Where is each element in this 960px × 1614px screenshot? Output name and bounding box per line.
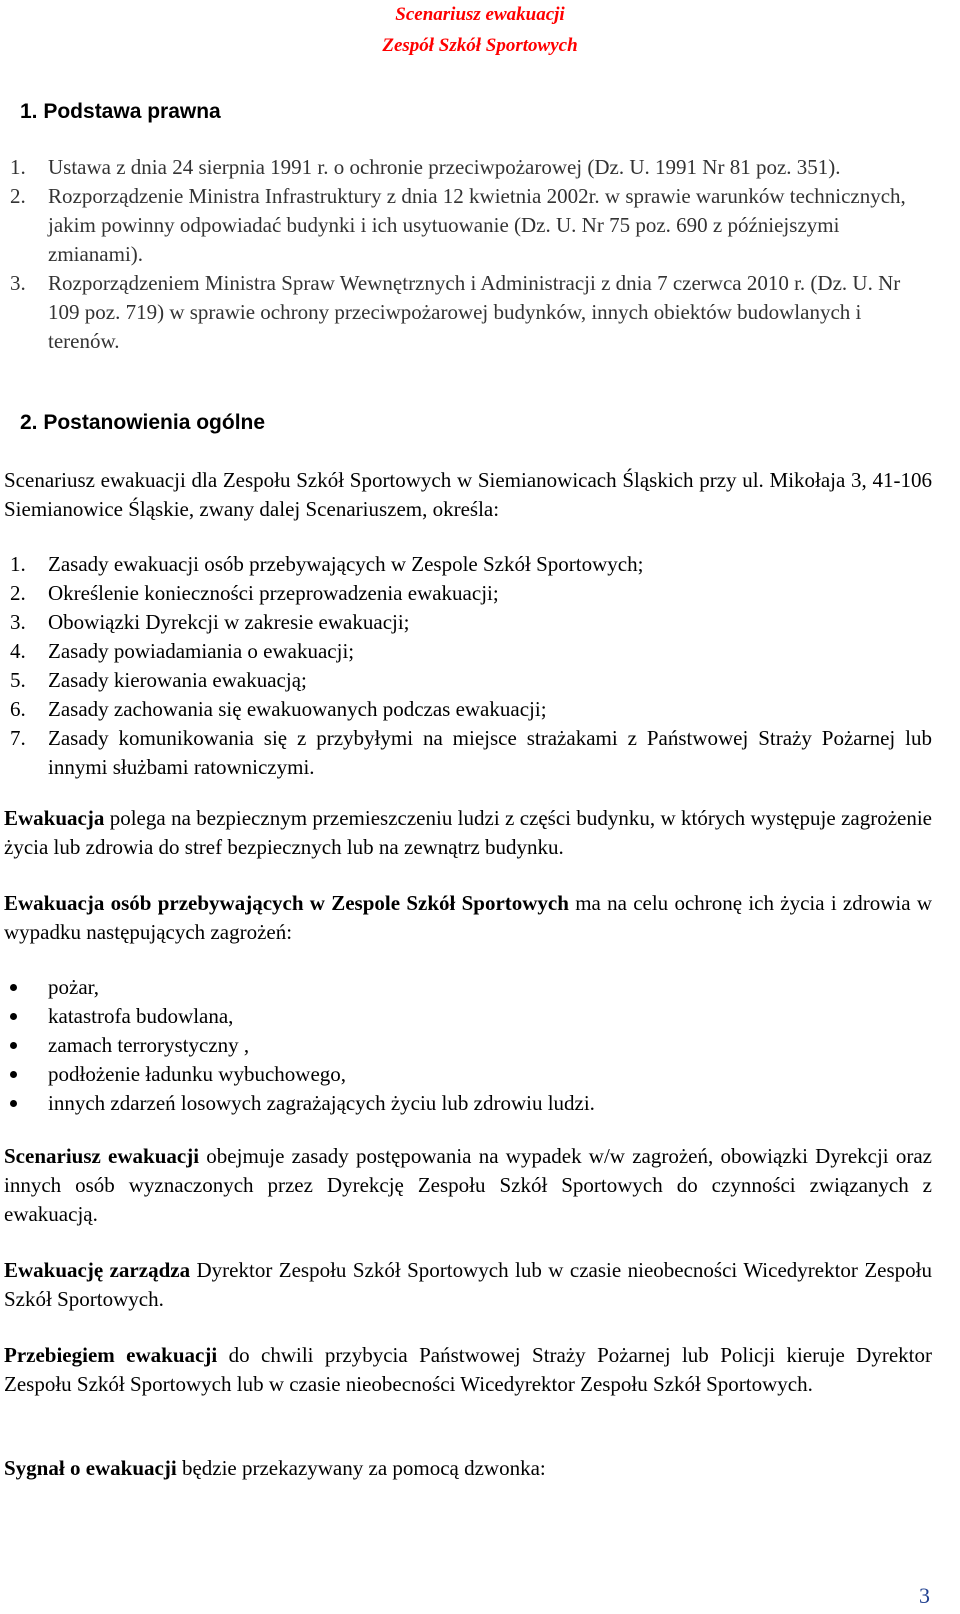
list-item-text: Rozporządzeniem Ministra Spraw Wewnętrznych i Administracji z dnia 7 czerwca 2010 r. (Dz. U. Nr 109 poz. 719) w sprawie ochrony przeciwpożarowej budynków, innych obiektów budowlanych i terenów. — [48, 271, 901, 353]
paragraph-bold-lead: Sygnał o ewakuacji — [4, 1456, 177, 1480]
threats-list — [10, 973, 910, 1118]
paragraph-sygnal — [4, 1454, 932, 1483]
list-item-text: Zasady powiadamiania o ewakuacji; — [48, 639, 355, 663]
legal-basis-list — [10, 153, 932, 356]
list-item — [10, 608, 932, 637]
paragraph-bold-lead: Ewakuację zarządza — [4, 1258, 191, 1282]
paragraph-bold-lead: Scenariusz ewakuacji — [4, 1144, 200, 1168]
list-item-number: 3. — [10, 610, 26, 634]
paragraph-text: polega na bezpiecznym przemieszczeniu ludzi z części budynku, w których występuje zagrożenie życia lub zdrowia do stref bezpiecznych lub na zewnątrz budynku. — [4, 806, 932, 859]
list-item — [10, 1089, 910, 1118]
bullet-icon — [10, 1042, 17, 1049]
list-item-number: 1. — [10, 155, 26, 179]
paragraph-ewakuacja — [4, 804, 932, 862]
list-item-text: zamach terrorystyczny , — [48, 1033, 250, 1057]
section-2-heading: 2. Postanowienia ogólne — [20, 411, 266, 434]
paragraph-text: będzie przekazywany za pomocą dzwonka: — [176, 1456, 546, 1480]
bullet-icon — [10, 1071, 17, 1078]
bullet-icon — [10, 1013, 17, 1020]
page-number: 3 — [919, 1583, 930, 1608]
paragraph-bold-lead: Przebiegiem ewakuacji — [4, 1343, 218, 1367]
list-item-text: Zasady zachowania się ewakuowanych podczas ewakuacji; — [48, 697, 547, 721]
list-item-number: 2. — [10, 581, 26, 605]
list-item-text: Zasady kierowania ewakuacją; — [48, 668, 307, 692]
list-item-text: pożar, — [48, 975, 100, 999]
list-item — [10, 695, 932, 724]
list-item — [10, 550, 932, 579]
document-header-title: Scenariusz ewakuacji — [395, 4, 565, 25]
paragraph-ewakuacja-osob — [4, 889, 932, 947]
bullet-icon — [10, 984, 17, 991]
list-item — [10, 637, 932, 666]
list-item — [10, 1031, 910, 1060]
list-item-text: innych zdarzeń losowych zagrażających życiu lub zdrowiu ludzi. — [48, 1091, 595, 1115]
list-item — [10, 269, 932, 356]
list-item-number: 6. — [10, 697, 26, 721]
scenario-scope-list — [10, 550, 932, 782]
paragraph-text: Dyrektor Zespołu Szkół Sportowych lub w czasie nieobecności Wicedyrektor Zespołu Szkół Sportowych. — [4, 1258, 933, 1311]
list-item-text: Rozporządzenie Ministra Infrastruktury z dnia 12 kwietnia 2002r. w sprawie warunków technicznych, jakim powinny odpowiadać budynki i ich usytuowanie (Dz. U. Nr 75 poz. 690 z późniejszymi zmianami). — [48, 184, 906, 266]
list-item — [10, 1060, 910, 1089]
list-item-number: 5. — [10, 668, 26, 692]
list-item-text: Zasady komunikowania się z przybyłymi na miejsce strażakami z Państwowej Straży Pożarnej lub innymi służbami ratowniczymi. — [48, 726, 932, 779]
list-item-text: Zasady ewakuacji osób przebywających w Zespole Szkół Sportowych; — [48, 552, 644, 576]
list-item-number: 4. — [10, 639, 26, 663]
paragraph-scenariusz — [4, 1142, 932, 1229]
list-item — [10, 153, 932, 182]
paragraph-bold-lead: Ewakuacja — [4, 806, 105, 830]
list-item-number: 2. — [10, 184, 26, 208]
list-item — [10, 973, 910, 1002]
list-item-number: 3. — [10, 271, 26, 295]
paragraph-text: obejmuje zasady postępowania na wypadek w/w zagrożeń, obowiązki Dyrekcji oraz innych osób wyznaczonych przez Dyrekcję Zespołu Szkół Sportowych do czynności związanych z ewakuacją. — [4, 1144, 932, 1226]
list-item — [10, 666, 932, 695]
section-2-intro: Scenariusz ewakuacji dla Zespołu Szkół Sportowych w Siemianowicach Śląskich przy ul. Mikołaja 3, 41-106 Siemianowice Śląskie, zwany dalej Scenariuszem, określa: — [4, 468, 932, 521]
list-item-number: 1. — [10, 552, 26, 576]
paragraph-przebieg — [4, 1341, 932, 1399]
document-header-subtitle: Zespół Szkół Sportowych — [382, 35, 578, 56]
list-item — [10, 1002, 910, 1031]
list-item-text: Określenie konieczności przeprowadzenia ewakuacji; — [48, 581, 499, 605]
list-item-text: Obowiązki Dyrekcji w zakresie ewakuacji; — [48, 610, 410, 634]
list-item — [10, 579, 932, 608]
list-item — [10, 724, 932, 782]
list-item — [10, 182, 932, 269]
section-1-heading: 1. Podstawa prawna — [20, 100, 221, 123]
list-item-number: 7. — [10, 726, 26, 750]
paragraph-bold-lead: Ewakuacja osób przebywających w Zespole Szkół Sportowych — [4, 891, 569, 915]
list-item-text: Ustawa z dnia 24 sierpnia 1991 r. o ochronie przeciwpożarowej (Dz. U. 1991 Nr 81 poz. 351). — [48, 155, 841, 179]
paragraph-text: do chwili przybycia Państwowej Straży Pożarnej lub Policji kieruje Dyrektor Zespołu Szkół Sportowych lub w czasie nieobecności Wicedyrektor Zespołu Szkół Sportowych. — [4, 1343, 932, 1396]
paragraph-zarzadza — [4, 1256, 932, 1314]
bullet-icon — [10, 1100, 17, 1107]
paragraph-text: ma na celu ochronę ich życia i zdrowia w wypadku następujących zagrożeń: — [4, 891, 932, 944]
list-item-text: katastrofa budowlana, — [48, 1004, 234, 1028]
list-item-text: podłożenie ładunku wybuchowego, — [48, 1062, 347, 1086]
